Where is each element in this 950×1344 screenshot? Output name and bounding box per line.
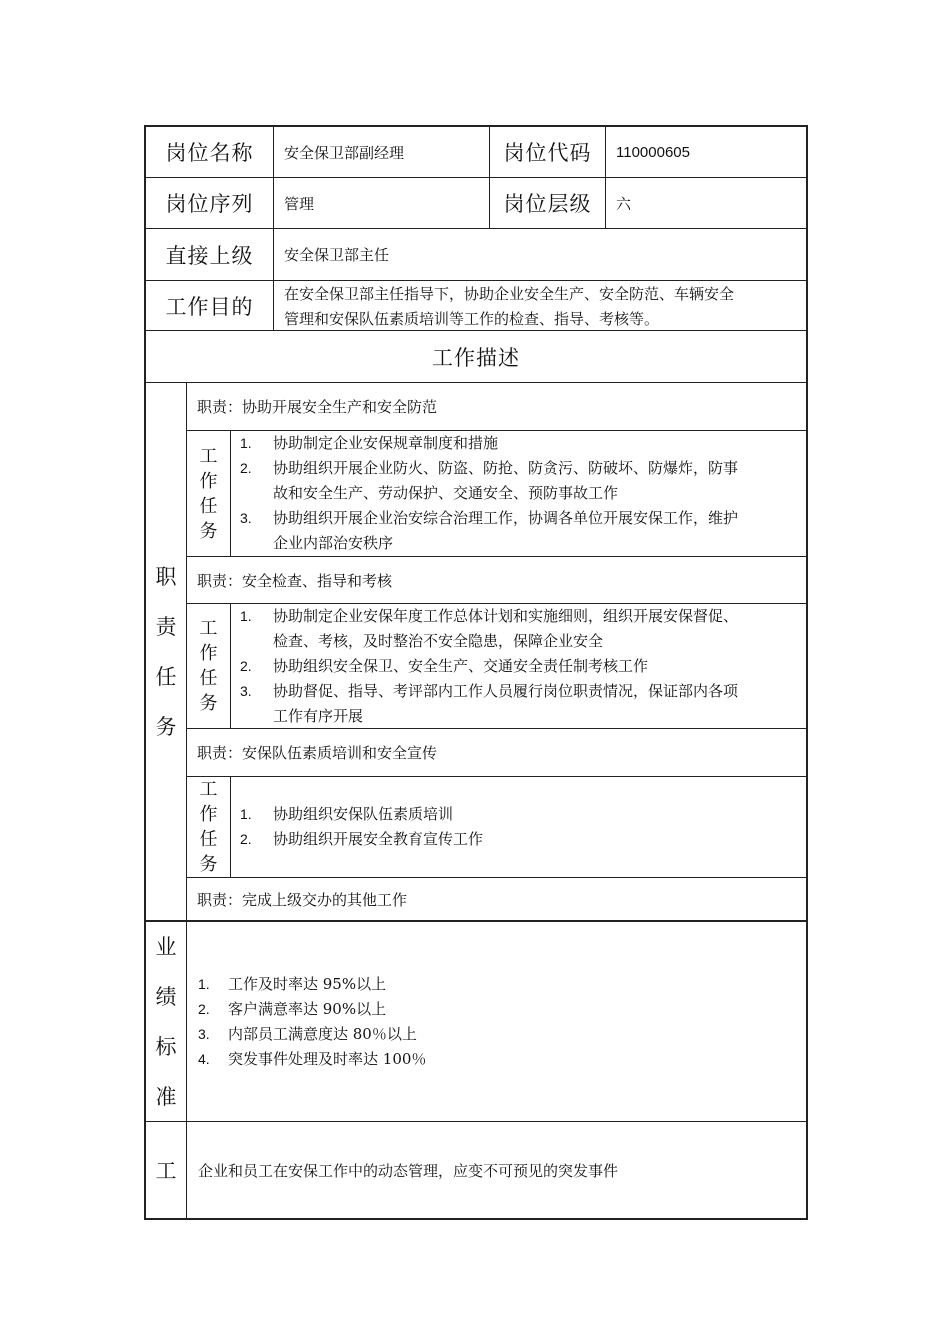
task-line: 企业内部治安秩序 [273, 534, 394, 552]
last-row-text: 企业和员工在安保工作中的动态管理，应变不可预见的突发事件 [198, 1161, 619, 1180]
performance-number: 1. [198, 976, 210, 992]
side-char: 任 [199, 829, 218, 850]
side-char: 务 [199, 854, 218, 875]
side-char: 标 [155, 1034, 177, 1059]
side-char: 务 [155, 714, 177, 739]
position-name-label: 岗位名称 [165, 141, 254, 165]
side-char: 职 [155, 564, 177, 589]
task-number: 1. [240, 435, 252, 451]
side-char: 工 [199, 618, 218, 639]
performance-number: 4. [198, 1051, 210, 1067]
side-char: 任 [199, 495, 218, 517]
position-name-value: 安全保卫部副经理 [284, 143, 405, 162]
col-divider [230, 603, 231, 728]
side-char: 工 [199, 779, 218, 800]
superior-label: 直接上级 [165, 243, 254, 268]
task-line: 协助制定企业安保规章制度和措施 [273, 434, 499, 452]
task-number: 3. [240, 510, 252, 526]
row-divider [144, 920, 808, 922]
sequence-label: 岗位序列 [165, 192, 254, 216]
side-char: 准 [155, 1084, 177, 1109]
task-number: 1. [240, 608, 252, 624]
duty-title: 职责：安保队伍素质培训和安全宣传 [197, 744, 438, 762]
performance-item: 突发事件处理及时率达 100％ [228, 1050, 427, 1068]
side-char: 务 [199, 693, 218, 714]
side-char: 任 [199, 668, 218, 689]
duty-title: 职责：协助开展安全生产和安全防范 [197, 398, 438, 416]
duty-title: 职责：安全检查、指导和考核 [197, 571, 393, 590]
position-code-label: 岗位代码 [503, 141, 592, 165]
task-line: 协助组织安保队伍素质培训 [273, 805, 454, 823]
task-line: 检查、考核，及时整治不安全隐患，保障企业安全 [273, 632, 604, 650]
duty-side-label [146, 383, 186, 920]
side-char: 工 [199, 445, 218, 467]
side-char: 任 [155, 664, 177, 689]
position-code-value: 110000605 [616, 143, 690, 161]
side-char: 业 [155, 934, 177, 959]
task-number: 3. [240, 683, 252, 699]
task-line: 协助组织安全保卫、安全生产、交通安全责任制考核工作 [273, 657, 649, 675]
col-divider [230, 776, 231, 877]
side-char: 作 [199, 804, 218, 825]
task-line: 协助组织开展安全教育宣传工作 [273, 830, 484, 848]
task-line: 协助制定企业安保年度工作总体计划和实施细则，组织开展安保督促、 [273, 607, 739, 625]
side-char: 务 [199, 520, 218, 542]
superior-value: 安全保卫部主任 [284, 246, 390, 264]
task-number: 2. [240, 460, 252, 476]
side-char: 绩 [155, 984, 177, 1009]
task-side-label [187, 431, 230, 556]
sequence-value: 管理 [284, 194, 315, 213]
task-number: 1. [240, 806, 252, 822]
task-line: 故和安全生产、劳动保护、交通安全、预防事故工作 [273, 484, 619, 502]
task-item [273, 431, 803, 456]
task-item [273, 506, 803, 556]
purpose-line: 在安全保卫部主任指导下，协助企业安全生产、安全防范、车辆安全 [284, 285, 735, 303]
task-line: 协助组织开展企业治安综合治理工作，协调各单位开展安保工作，维护 [273, 509, 739, 527]
task-side-label [187, 604, 230, 728]
task-line: 工作有序开展 [273, 707, 364, 725]
performance-number: 2. [198, 1001, 210, 1017]
table-border-right [806, 125, 808, 1220]
last-side-label [146, 1122, 186, 1218]
performance-item: 内部员工满意度达 80％以上 [228, 1025, 417, 1043]
level-value: 六 [616, 194, 632, 213]
performance-item: 客户满意率达 90%以上 [228, 1000, 387, 1018]
duty-title: 职责：完成上级交办的其他工作 [197, 890, 408, 909]
task-number: 2. [240, 831, 252, 847]
task-item [273, 679, 803, 729]
task-item [273, 604, 803, 654]
side-char: 工 [155, 1159, 177, 1183]
task-number: 2. [240, 658, 252, 674]
task-item [273, 827, 803, 852]
side-char: 责 [155, 614, 177, 639]
purpose-text [284, 281, 804, 330]
purpose-line: 管理和安保队伍素质培训等工作的检查、指导、考核等。 [284, 310, 660, 328]
task-side-label [187, 777, 230, 877]
performance-side-label [146, 922, 186, 1121]
section-title: 工作描述 [432, 345, 520, 370]
performance-number: 3. [198, 1026, 210, 1042]
task-item [273, 654, 803, 679]
row-divider [186, 776, 808, 777]
purpose-label: 工作目的 [165, 294, 254, 319]
task-line: 协助组织开展企业防火、防盗、防抢、防贪污、防破坏、防爆炸，防事 [273, 459, 739, 477]
performance-item: 工作及时率达 95%以上 [228, 975, 387, 993]
level-label: 岗位层级 [503, 192, 592, 216]
task-line: 协助督促、指导、考评部内工作人员履行岗位职责情况，保证部内各项 [273, 682, 739, 700]
task-item [273, 456, 803, 506]
side-char: 作 [199, 643, 218, 664]
side-char: 作 [199, 470, 218, 492]
table-border-bottom [144, 1218, 808, 1220]
task-item [273, 802, 803, 827]
col-divider [230, 430, 231, 556]
